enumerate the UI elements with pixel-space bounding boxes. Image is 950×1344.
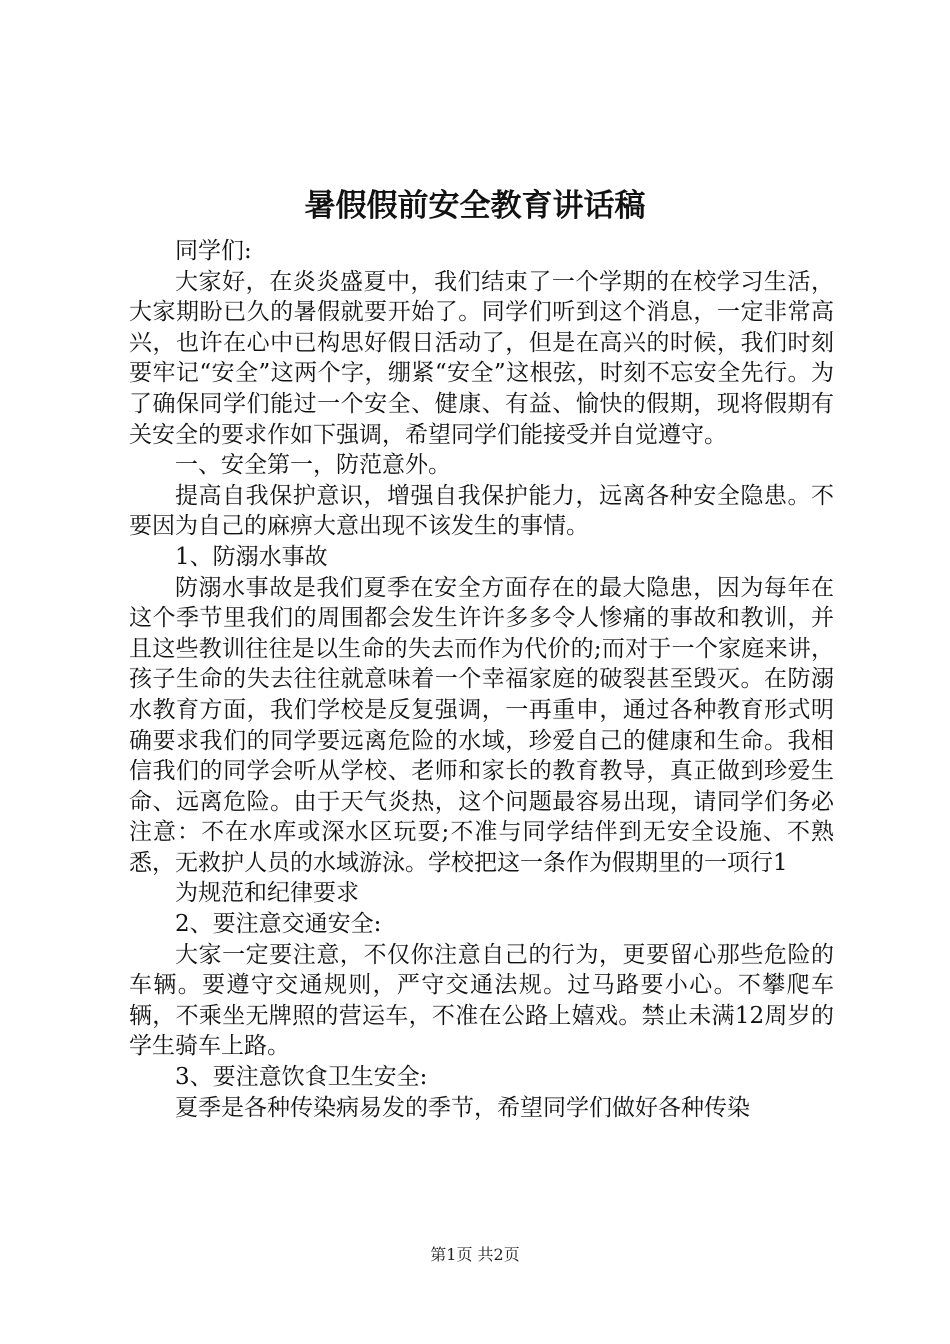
document-body — [129, 236, 834, 1123]
salutation-paragraph: 同学们: — [175, 238, 252, 264]
traffic-paragraph: 大家一定要注意，不仅你注意自己的行为，更要留心那些危险的车辆。要遵守交通规则，严守交通法规。过马路要小心。不攀爬车辆，不乘坐无牌照的营运车，不准在公路上嬉戏。禁止未满12周岁的学生骑车上路。 — [129, 941, 834, 1060]
section-heading-1: 一、安全第一，防范意外。 — [175, 452, 451, 479]
drowning-continuation: 为规范和纪律要求 — [175, 880, 359, 907]
drowning-paragraph: 防溺水事故是我们夏季在安全方面存在的最大隐患，因为每年在这个季节里我们的周围都会发生许许多多令人惨痛的事故和教训，并且这些教训往往是以生命的失去而作为代价的;而对于一个家庭来讲，孩子生命的失去往往就意味着一个幸福家庭的破裂甚至毁灭。在防溺水教育方面，我们学校是反复强调，一再重申，通过各种教育形式明确要求我们的同学要远离危险的水域，珍爱自己的健康和生命。我相信我们的同学会听从学校、老师和家长的教育教导，真正做到珍爱生命、远离危险。由于天气炎热，这个问题最容易出现，请同学们务必注意：不在水库或深水区玩耍;不准与同学结伴到无安全设施、不熟悉，无救护人员的水域游泳。学校把这一条作为假期里的一项行1 — [129, 574, 834, 876]
subheading-food: 3、要注意饮食卫生安全: — [175, 1064, 428, 1091]
subheading-drowning: 1、防溺水事故 — [175, 543, 328, 570]
subheading-traffic: 2、要注意交通安全: — [175, 911, 382, 938]
page-footer: 第1页 共2页 — [430, 1245, 520, 1264]
intro-paragraph: 大家好，在炎炎盛夏中，我们结束了一个学期的在校学习生活，大家期盼已久的暑假就要开始了。同学们听到这个消息，一定非常高兴，也许在心中已构思好假日活动了，但是在高兴的时候，我们时刻要牢记“安全”这两个字，绷紧“安全”这根弦，时刻不忘安全先行。为了确保同学们能过一个安全、健康、有益、愉快的假期，现将假期有关安全的要求作如下强调，希望同学们能接受并自觉遵守。 — [129, 268, 834, 448]
food-paragraph: 夏季是各种传染病易发的季节，希望同学们做好各种传染 — [175, 1094, 750, 1121]
section-paragraph-1: 提高自我保护意识，增强自我保护能力，远离各种安全隐患。不要因为自己的麻痹大意出现不该发生的事情。 — [129, 482, 834, 540]
document-title: 暑假假前安全教育讲话稿 — [304, 188, 646, 224]
